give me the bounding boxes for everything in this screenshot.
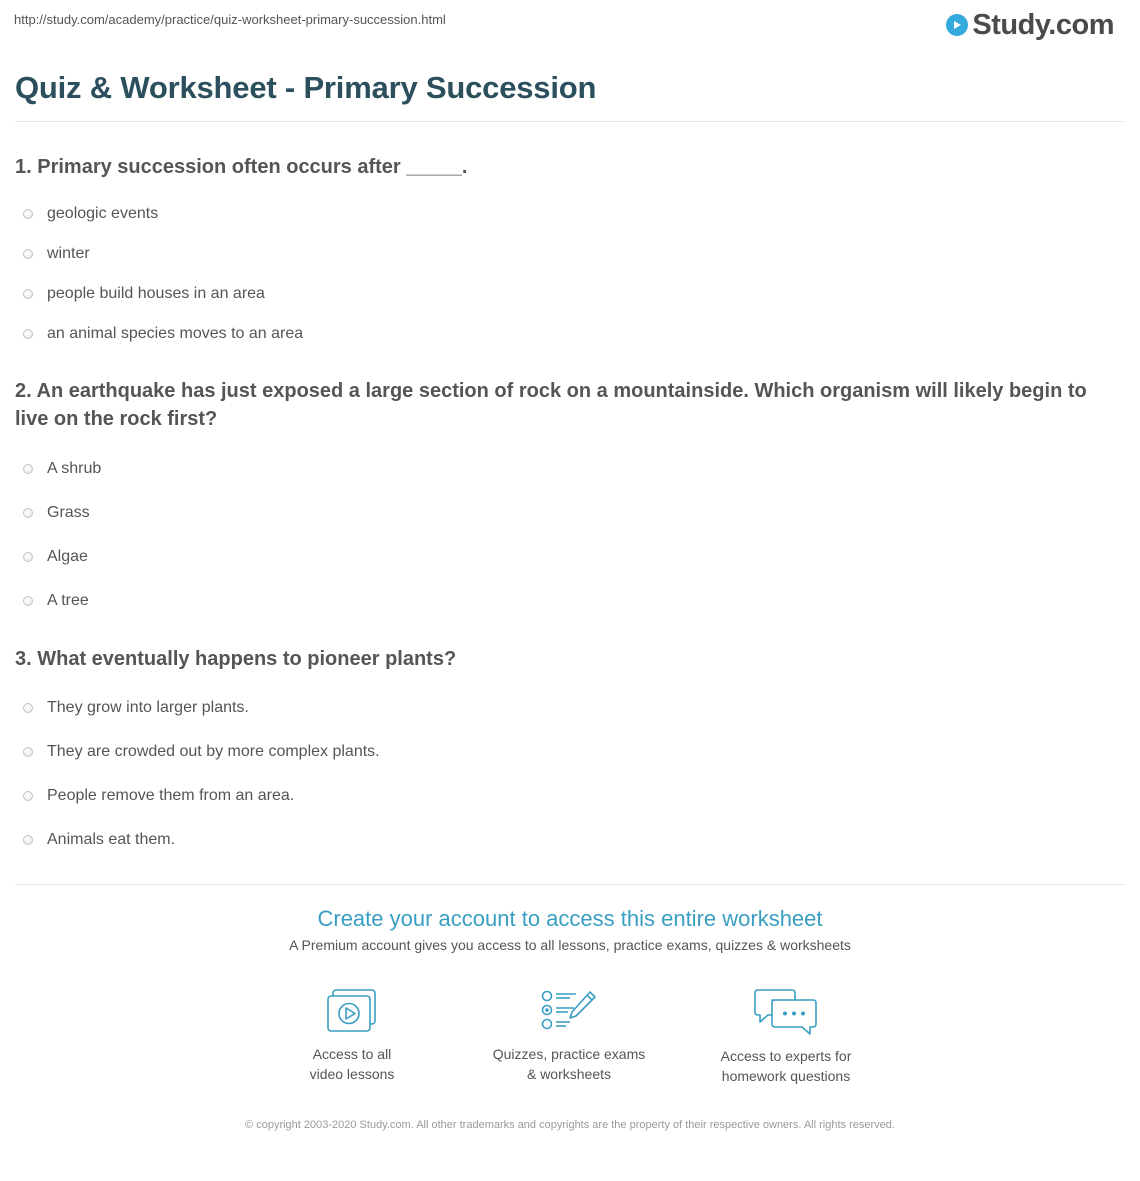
answer-option[interactable]: A tree [15, 579, 1125, 623]
study-logo[interactable] [946, 8, 1114, 42]
radio-icon[interactable] [23, 249, 33, 259]
answer-option[interactable]: an animal species moves to an area [15, 314, 1125, 354]
answer-option[interactable]: They grow into larger plants. [15, 686, 1125, 730]
radio-icon[interactable] [23, 703, 33, 713]
answer-option[interactable]: winter [15, 234, 1125, 274]
answer-option[interactable]: people build houses in an area [15, 274, 1125, 314]
answer-option[interactable]: Algae [15, 535, 1125, 579]
question-text: 3. What eventually happens to pioneer plants? [15, 648, 457, 670]
answer-option[interactable]: Grass [15, 491, 1125, 535]
radio-icon[interactable] [23, 552, 33, 562]
chat-bubbles-icon [754, 988, 818, 1036]
feature-quizzes [469, 988, 669, 1084]
feature-line: video lessons [309, 1066, 395, 1082]
answer-option[interactable]: They are crowded out by more complex plants. [15, 730, 1125, 774]
answer-option[interactable]: Animals eat them. [15, 818, 1125, 862]
question-text: 2. An earthquake has just exposed a large section of rock on a mountainside. Which organism will likely begin to live on the rock first? [15, 380, 1087, 430]
page-url: http://study.com/academy/practice/quiz-worksheet-primary-succession.html [14, 12, 446, 27]
page-title: Quiz & Worksheet - Primary Succession [15, 70, 597, 105]
feature-line: Quizzes, practice exams [492, 1046, 646, 1062]
title-divider [15, 121, 1125, 122]
feature-experts [686, 988, 886, 1086]
question-3 [15, 645, 1125, 862]
radio-icon[interactable] [23, 596, 33, 606]
radio-icon[interactable] [23, 508, 33, 518]
feature-line: homework questions [721, 1068, 851, 1084]
feature-line: Access to all [312, 1046, 392, 1062]
quiz-checklist-icon [540, 988, 598, 1034]
question-text: 1. Primary succession often occurs after _____. [15, 156, 468, 178]
copyright: © copyright 2003-2020 Study.com. All other trademarks and copyrights are the property of their respective owners. All rights reserved. [245, 1119, 895, 1131]
feature-line: Access to experts for [720, 1048, 852, 1064]
play-circle-icon [946, 14, 968, 36]
logo-text: Study.com [972, 8, 1114, 41]
answer-option[interactable]: People remove them from an area. [15, 774, 1125, 818]
question-1 [15, 153, 1125, 354]
radio-icon[interactable] [23, 747, 33, 757]
answer-list [15, 447, 1125, 623]
cta-divider [15, 884, 1125, 885]
video-lessons-icon [325, 988, 379, 1034]
feature-video-lessons [252, 988, 452, 1084]
cta-subtitle: A Premium account gives you access to all lessons, practice exams, quizzes & worksheets [289, 937, 851, 953]
answer-option[interactable]: geologic events [15, 194, 1125, 234]
radio-icon[interactable] [23, 791, 33, 801]
answer-list [15, 194, 1125, 354]
answer-option[interactable]: A shrub [15, 447, 1125, 491]
question-2 [15, 377, 1125, 623]
radio-icon[interactable] [23, 835, 33, 845]
radio-icon[interactable] [23, 209, 33, 219]
radio-icon[interactable] [23, 464, 33, 474]
radio-icon[interactable] [23, 329, 33, 339]
radio-icon[interactable] [23, 289, 33, 299]
feature-line: & worksheets [526, 1066, 612, 1082]
cta-title[interactable]: Create your account to access this entire worksheet [317, 906, 823, 931]
answer-list [15, 686, 1125, 862]
